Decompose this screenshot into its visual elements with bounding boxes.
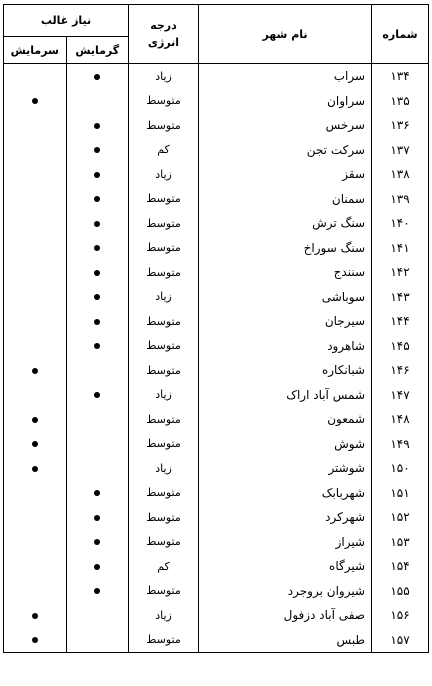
header-heating: گرمایش bbox=[66, 37, 129, 64]
row-number: ۱۳۸ bbox=[372, 162, 429, 187]
table-row bbox=[4, 89, 429, 114]
row-heating-cell bbox=[66, 603, 129, 628]
row-cooling-cell bbox=[4, 260, 67, 285]
heating-dot-icon bbox=[94, 539, 100, 545]
heating-dot-icon bbox=[94, 221, 100, 227]
row-cooling-cell bbox=[4, 113, 67, 138]
row-cooling-cell bbox=[4, 89, 67, 114]
table-row bbox=[4, 236, 429, 261]
row-heating-cell bbox=[66, 628, 129, 653]
row-city: سنگ سوراخ bbox=[199, 236, 372, 261]
table-row bbox=[4, 113, 429, 138]
cooling-dot-icon bbox=[32, 368, 38, 374]
table-row bbox=[4, 505, 429, 530]
row-energy: زیاد bbox=[129, 456, 199, 481]
table-row bbox=[4, 334, 429, 359]
row-cooling-cell bbox=[4, 211, 67, 236]
row-energy: زیاد bbox=[129, 64, 199, 89]
row-number: ۱۴۷ bbox=[372, 383, 429, 408]
row-energy: متوسط bbox=[129, 309, 199, 334]
row-number: ۱۵۷ bbox=[372, 628, 429, 653]
heating-dot-icon bbox=[94, 147, 100, 153]
row-number: ۱۴۲ bbox=[372, 260, 429, 285]
row-energy: متوسط bbox=[129, 187, 199, 212]
header-city: نام شهر bbox=[199, 5, 372, 64]
header-need: نیاز غالب bbox=[4, 5, 129, 37]
row-heating-cell bbox=[66, 554, 129, 579]
row-cooling-cell bbox=[4, 554, 67, 579]
header-cooling: سرمایش bbox=[4, 37, 67, 64]
row-heating-cell bbox=[66, 64, 129, 89]
row-cooling-cell bbox=[4, 162, 67, 187]
row-city: شوش bbox=[199, 432, 372, 457]
row-energy: متوسط bbox=[129, 505, 199, 530]
row-energy: متوسط bbox=[129, 407, 199, 432]
row-number: ۱۴۰ bbox=[372, 211, 429, 236]
row-number: ۱۳۵ bbox=[372, 89, 429, 114]
row-energy: متوسط bbox=[129, 113, 199, 138]
cooling-dot-icon bbox=[32, 637, 38, 643]
row-energy: زیاد bbox=[129, 383, 199, 408]
heating-dot-icon bbox=[94, 270, 100, 276]
row-cooling-cell bbox=[4, 358, 67, 383]
cooling-dot-icon bbox=[32, 417, 38, 423]
row-number: ۱۳۶ bbox=[372, 113, 429, 138]
row-number: ۱۴۸ bbox=[372, 407, 429, 432]
row-heating-cell bbox=[66, 334, 129, 359]
table-row bbox=[4, 383, 429, 408]
row-city: شهرکرد bbox=[199, 505, 372, 530]
heating-dot-icon bbox=[94, 172, 100, 178]
row-cooling-cell bbox=[4, 530, 67, 555]
table-row bbox=[4, 358, 429, 383]
row-city: سرکت تجن bbox=[199, 138, 372, 163]
row-energy: متوسط bbox=[129, 260, 199, 285]
row-heating-cell bbox=[66, 113, 129, 138]
row-heating-cell bbox=[66, 579, 129, 604]
heating-dot-icon bbox=[94, 392, 100, 398]
row-heating-cell bbox=[66, 309, 129, 334]
row-city: شمس آباد اراک bbox=[199, 383, 372, 408]
row-number: ۱۵۱ bbox=[372, 481, 429, 506]
table-row bbox=[4, 285, 429, 310]
row-energy: متوسط bbox=[129, 530, 199, 555]
row-city: سراوان bbox=[199, 89, 372, 114]
row-energy: کم bbox=[129, 554, 199, 579]
table-row bbox=[4, 309, 429, 334]
row-city: شهربابک bbox=[199, 481, 372, 506]
row-heating-cell bbox=[66, 162, 129, 187]
row-heating-cell bbox=[66, 383, 129, 408]
row-number: ۱۴۳ bbox=[372, 285, 429, 310]
heating-dot-icon bbox=[94, 74, 100, 80]
row-heating-cell bbox=[66, 481, 129, 506]
row-city: سیرجان bbox=[199, 309, 372, 334]
row-city: شیروان بروجرد bbox=[199, 579, 372, 604]
row-heating-cell bbox=[66, 260, 129, 285]
row-energy: متوسط bbox=[129, 579, 199, 604]
cooling-dot-icon bbox=[32, 441, 38, 447]
heating-dot-icon bbox=[94, 588, 100, 594]
row-cooling-cell bbox=[4, 456, 67, 481]
row-energy: کم bbox=[129, 138, 199, 163]
row-cooling-cell bbox=[4, 579, 67, 604]
row-heating-cell bbox=[66, 138, 129, 163]
row-city: سنگ ترش bbox=[199, 211, 372, 236]
row-energy: متوسط bbox=[129, 358, 199, 383]
heating-dot-icon bbox=[94, 490, 100, 496]
table-row bbox=[4, 481, 429, 506]
heating-dot-icon bbox=[94, 196, 100, 202]
row-cooling-cell bbox=[4, 236, 67, 261]
row-city: سقز bbox=[199, 162, 372, 187]
row-heating-cell bbox=[66, 285, 129, 310]
row-city: شوشتر bbox=[199, 456, 372, 481]
row-heating-cell bbox=[66, 211, 129, 236]
row-city: شیراز bbox=[199, 530, 372, 555]
row-cooling-cell bbox=[4, 309, 67, 334]
heating-dot-icon bbox=[94, 515, 100, 521]
row-city: سمنان bbox=[199, 187, 372, 212]
row-cooling-cell bbox=[4, 383, 67, 408]
row-cooling-cell bbox=[4, 628, 67, 653]
row-number: ۱۴۴ bbox=[372, 309, 429, 334]
row-heating-cell bbox=[66, 505, 129, 530]
row-energy: زیاد bbox=[129, 162, 199, 187]
row-number: ۱۳۷ bbox=[372, 138, 429, 163]
row-cooling-cell bbox=[4, 285, 67, 310]
row-number: ۱۵۰ bbox=[372, 456, 429, 481]
table-row bbox=[4, 407, 429, 432]
row-energy: زیاد bbox=[129, 603, 199, 628]
row-number: ۱۵۶ bbox=[372, 603, 429, 628]
table-row bbox=[4, 554, 429, 579]
row-energy: متوسط bbox=[129, 481, 199, 506]
row-heating-cell bbox=[66, 432, 129, 457]
row-cooling-cell bbox=[4, 407, 67, 432]
table-row bbox=[4, 64, 429, 89]
city-energy-table bbox=[3, 4, 429, 653]
row-heating-cell bbox=[66, 89, 129, 114]
row-city: طبس bbox=[199, 628, 372, 653]
row-number: ۱۵۴ bbox=[372, 554, 429, 579]
row-city: صفی آباد دزفول bbox=[199, 603, 372, 628]
row-number: ۱۵۳ bbox=[372, 530, 429, 555]
row-cooling-cell bbox=[4, 187, 67, 212]
heating-dot-icon bbox=[94, 245, 100, 251]
table-row bbox=[4, 187, 429, 212]
row-cooling-cell bbox=[4, 334, 67, 359]
heating-dot-icon bbox=[94, 294, 100, 300]
header-energy bbox=[129, 5, 199, 64]
row-number: ۱۳۴ bbox=[372, 64, 429, 89]
row-number: ۱۳۹ bbox=[372, 187, 429, 212]
row-cooling-cell bbox=[4, 64, 67, 89]
cooling-dot-icon bbox=[32, 466, 38, 472]
header-number: شماره bbox=[372, 5, 429, 64]
row-city: شاهرود bbox=[199, 334, 372, 359]
table-row bbox=[4, 628, 429, 653]
row-city: سنندج bbox=[199, 260, 372, 285]
row-city: سراب bbox=[199, 64, 372, 89]
row-energy: متوسط bbox=[129, 334, 199, 359]
header-row-1 bbox=[4, 5, 429, 37]
row-city: شیرگاه bbox=[199, 554, 372, 579]
table-row bbox=[4, 456, 429, 481]
row-cooling-cell bbox=[4, 603, 67, 628]
row-number: ۱۴۱ bbox=[372, 236, 429, 261]
row-cooling-cell bbox=[4, 505, 67, 530]
row-energy: متوسط bbox=[129, 236, 199, 261]
row-city: سرخس bbox=[199, 113, 372, 138]
table-body bbox=[4, 64, 429, 653]
row-heating-cell bbox=[66, 236, 129, 261]
cooling-dot-icon bbox=[32, 98, 38, 104]
table-row bbox=[4, 138, 429, 163]
data-table-container bbox=[3, 4, 429, 653]
table-row bbox=[4, 579, 429, 604]
heating-dot-icon bbox=[94, 319, 100, 325]
table-row bbox=[4, 432, 429, 457]
table-row bbox=[4, 162, 429, 187]
table-row bbox=[4, 603, 429, 628]
row-energy: متوسط bbox=[129, 89, 199, 114]
table-row bbox=[4, 211, 429, 236]
row-heating-cell bbox=[66, 407, 129, 432]
table-row bbox=[4, 260, 429, 285]
row-energy: متوسط bbox=[129, 211, 199, 236]
header-energy-line2: انرژی bbox=[147, 36, 180, 49]
row-city: شمعون bbox=[199, 407, 372, 432]
row-energy: متوسط bbox=[129, 628, 199, 653]
cooling-dot-icon bbox=[32, 613, 38, 619]
heating-dot-icon bbox=[94, 123, 100, 129]
heating-dot-icon bbox=[94, 564, 100, 570]
row-heating-cell bbox=[66, 187, 129, 212]
row-heating-cell bbox=[66, 530, 129, 555]
row-number: ۱۴۹ bbox=[372, 432, 429, 457]
row-city: شبانکاره bbox=[199, 358, 372, 383]
row-heating-cell bbox=[66, 358, 129, 383]
row-number: ۱۵۲ bbox=[372, 505, 429, 530]
row-heating-cell bbox=[66, 456, 129, 481]
header-energy-line1: درجه bbox=[150, 19, 177, 32]
row-number: ۱۵۵ bbox=[372, 579, 429, 604]
row-energy: متوسط bbox=[129, 432, 199, 457]
row-number: ۱۴۵ bbox=[372, 334, 429, 359]
row-cooling-cell bbox=[4, 138, 67, 163]
table-row bbox=[4, 530, 429, 555]
row-cooling-cell bbox=[4, 481, 67, 506]
row-city: سوباشی bbox=[199, 285, 372, 310]
row-cooling-cell bbox=[4, 432, 67, 457]
row-number: ۱۴۶ bbox=[372, 358, 429, 383]
row-energy: زیاد bbox=[129, 285, 199, 310]
heating-dot-icon bbox=[94, 343, 100, 349]
